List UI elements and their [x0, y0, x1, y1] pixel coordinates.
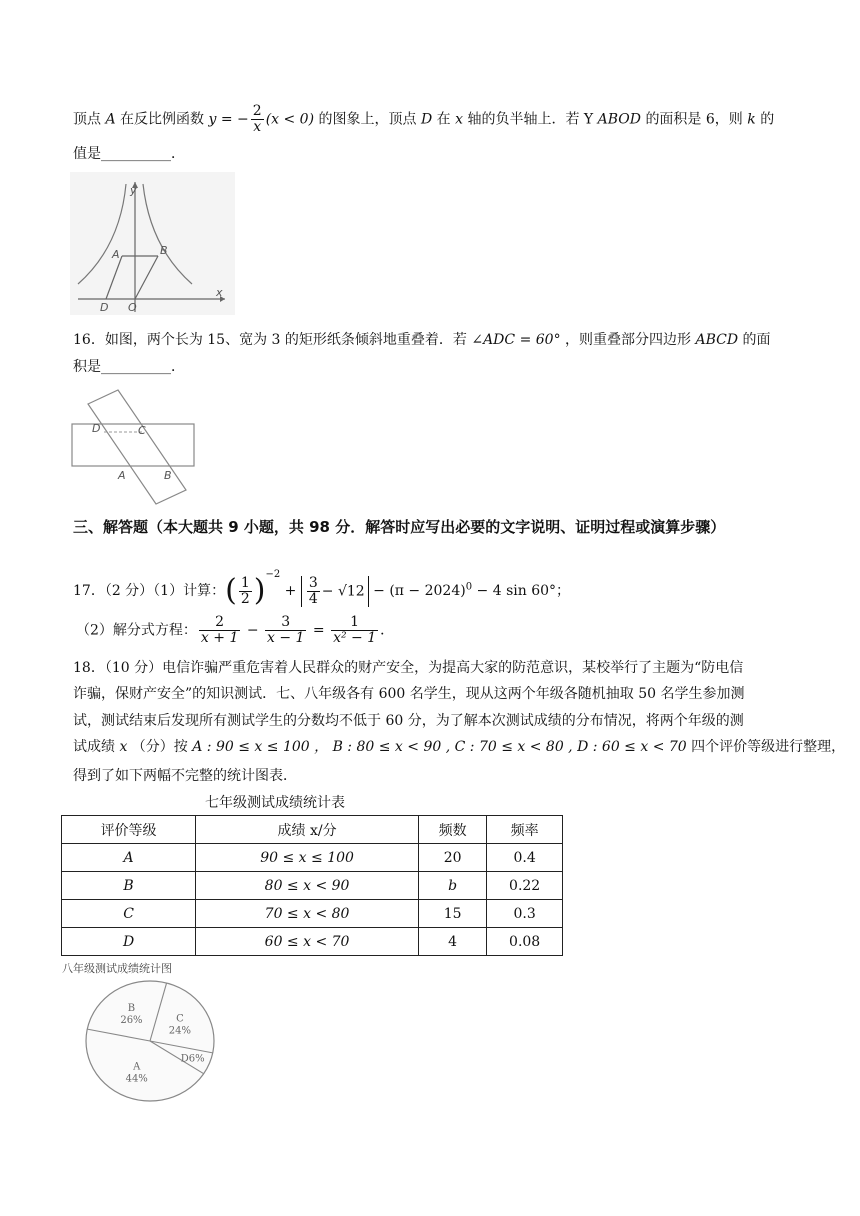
- fraction-1-over-x2-minus-1: $\frac{1}{\text{x² − 1}}$: [333, 614, 377, 646]
- section-3-heading: 三、解答题（本大题共 9 小题，共 98 分．解答时应写出必要的文字说明、证明过程或演算步骤）: [73, 518, 726, 536]
- origin-o: O: [128, 301, 137, 314]
- q18-line5: 得到了如下两幅不完整的统计图表．: [73, 768, 297, 784]
- q15-figure: [70, 172, 235, 315]
- q18-line2: 诈骗，保财产安全”的知识测试．七、八年级各有 600 名学生，现从这两个年级各随机抽取 50 名学生参加测: [73, 686, 745, 702]
- point-d: D: [100, 301, 109, 314]
- y-axis-label: y: [130, 184, 137, 197]
- hyperbola-diagram: [70, 172, 235, 315]
- table-row: A 90 ≤ x ≤ 100 20 0.4: [62, 844, 563, 872]
- q18-line1: 18．（10 分）电信诈骗严重危害着人民群众的财产安全，为提高大家的防范意识，某校举行了主题为“防电信: [73, 660, 744, 676]
- point-b: B: [160, 244, 168, 257]
- pie-label-c: C 24%: [168, 1013, 192, 1037]
- pie-label-b: B 26%: [120, 1002, 143, 1026]
- point-a: A: [118, 469, 126, 482]
- pie-label-a: A 44%: [125, 1061, 148, 1085]
- fraction-3-over-x-minus-1: $\frac{3}{x - 1}$: [267, 614, 305, 646]
- fraction-2-over-x-plus-1: $\frac{2}{x + 1}$: [200, 614, 239, 646]
- table-row: B 80 ≤ x < 90 b 0.22: [62, 872, 563, 900]
- q15-line2: 值是__________．: [73, 146, 185, 162]
- table-row: C 70 ≤ x < 80 15 0.3: [62, 900, 563, 928]
- x-axis-label: x: [216, 286, 223, 299]
- absolute-value: $\frac{3}{4}$ − √12: [301, 576, 369, 607]
- point-c: C: [138, 424, 146, 437]
- q16-line1: 16．如图，两个长为 15、宽为 3 的矩形纸条倾斜地重叠着．若 ∠ADC = 60° ，则重叠部分四边形 ABCD 的面: [73, 332, 771, 348]
- pie-chart-title: 八年级测试成绩统计图: [62, 962, 172, 975]
- pie-label-d: D6%: [180, 1053, 205, 1065]
- point-a: A: [112, 248, 120, 261]
- header-rate: 频率: [487, 816, 563, 844]
- fraction-2-over-x: $\frac{2}{x}$: [252, 103, 262, 135]
- q16-figure: [68, 386, 198, 508]
- point-a-label: A: [105, 111, 116, 128]
- grade8-pie-chart: [80, 975, 220, 1105]
- point-d: D: [92, 422, 101, 435]
- header-frequency: 频数: [419, 816, 487, 844]
- table-header-row: [62, 816, 563, 844]
- q16-line2: 积是__________．: [73, 359, 185, 375]
- overlapping-strips-diagram: [68, 386, 198, 508]
- fraction-one-half: $\frac{1}{2}$: [240, 574, 250, 607]
- header-grade: 评价等级: [62, 816, 196, 844]
- header-score: 成绩 x/分: [196, 816, 419, 844]
- q17-part1: 17．（2 分）（1）计算：( $\frac{1}{2}$ )$^{-2}$ + $\frac{3}{4}$ − $√12 - (\pi - 2024)^0 - 4$ sin 60°；: [73, 569, 571, 608]
- grade7-score-table: [61, 815, 563, 956]
- point-b: B: [164, 469, 172, 482]
- q15-line1: 顶点 A 在反比例函数 y = − $\frac{2}{x}$ (x < 0) 的图象上，顶点 D 在 x 轴的负半轴上．若 Y ABOD 的面积是 6，则 k 的: [73, 103, 775, 135]
- table-row: D 60 ≤ x < 70 4 0.08: [62, 928, 563, 956]
- q17-part2: （2）解分式方程： $\frac{2}{x + 1}$ − $\frac{3}{x - 1}$ = $\frac{1}{\text{x² − 1}}$ ．: [76, 614, 395, 646]
- table-title: 七年级测试成绩统计表: [205, 795, 345, 811]
- q18-line3: 试，测试结束后发现所有测试学生的分数均不低于 60 分，为了解本次测试成绩的分布情况，将两个年级的测: [73, 713, 744, 729]
- q18-line4: 试成绩 x （分）按 A : 90 ≤ x ≤ 100 ， B : 80 ≤ x < 90 , C : 70 ≤ x < 80 , D : 60 ≤ x < 70 四个评价等级进行整理，: [73, 739, 846, 755]
